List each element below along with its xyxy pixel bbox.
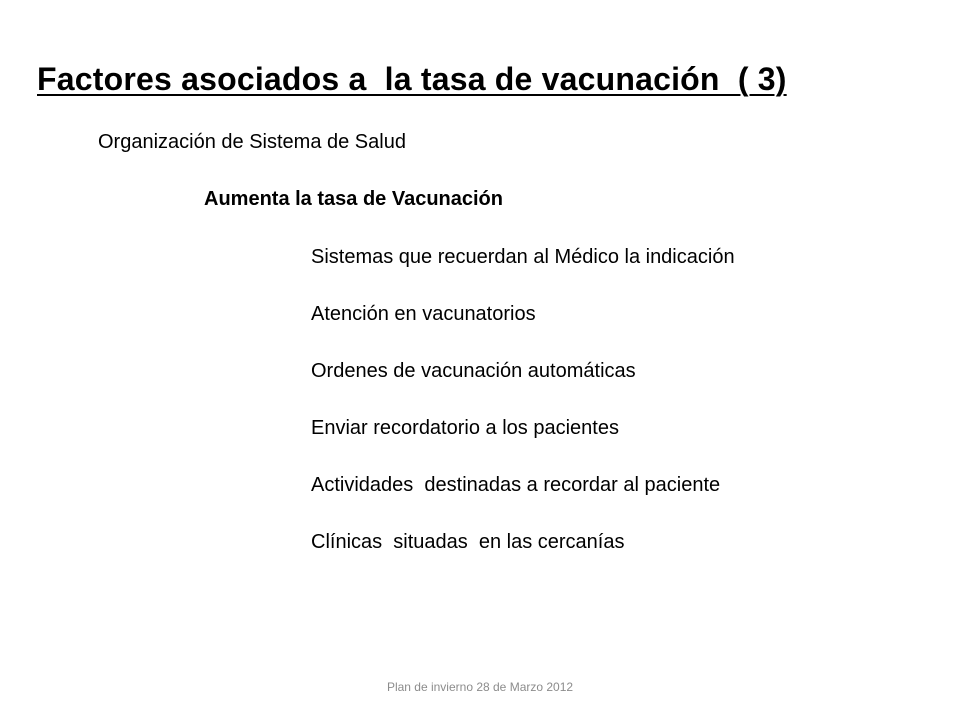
section-heading: Organización de Sistema de Salud bbox=[98, 131, 406, 153]
slide-title: Factores asociados a la tasa de vacunación ( 3) bbox=[37, 61, 787, 97]
list-item: Sistemas que recuerdan al Médico la indicación bbox=[311, 246, 735, 268]
measures-list bbox=[311, 244, 735, 586]
slide-footer: Plan de invierno 28 de Marzo 2012 bbox=[386, 680, 574, 694]
list-item: Actividades destinadas a recordar al paciente bbox=[311, 474, 721, 496]
list-item: Enviar recordatorio a los pacientes bbox=[311, 417, 619, 439]
list-item: Ordenes de vacunación automáticas bbox=[311, 360, 636, 382]
list-item: Atención en vacunatorios bbox=[311, 303, 536, 325]
section-subheading: Aumenta la tasa de Vacunación bbox=[204, 188, 503, 210]
list-item: Clínicas situadas en las cercanías bbox=[311, 531, 625, 553]
